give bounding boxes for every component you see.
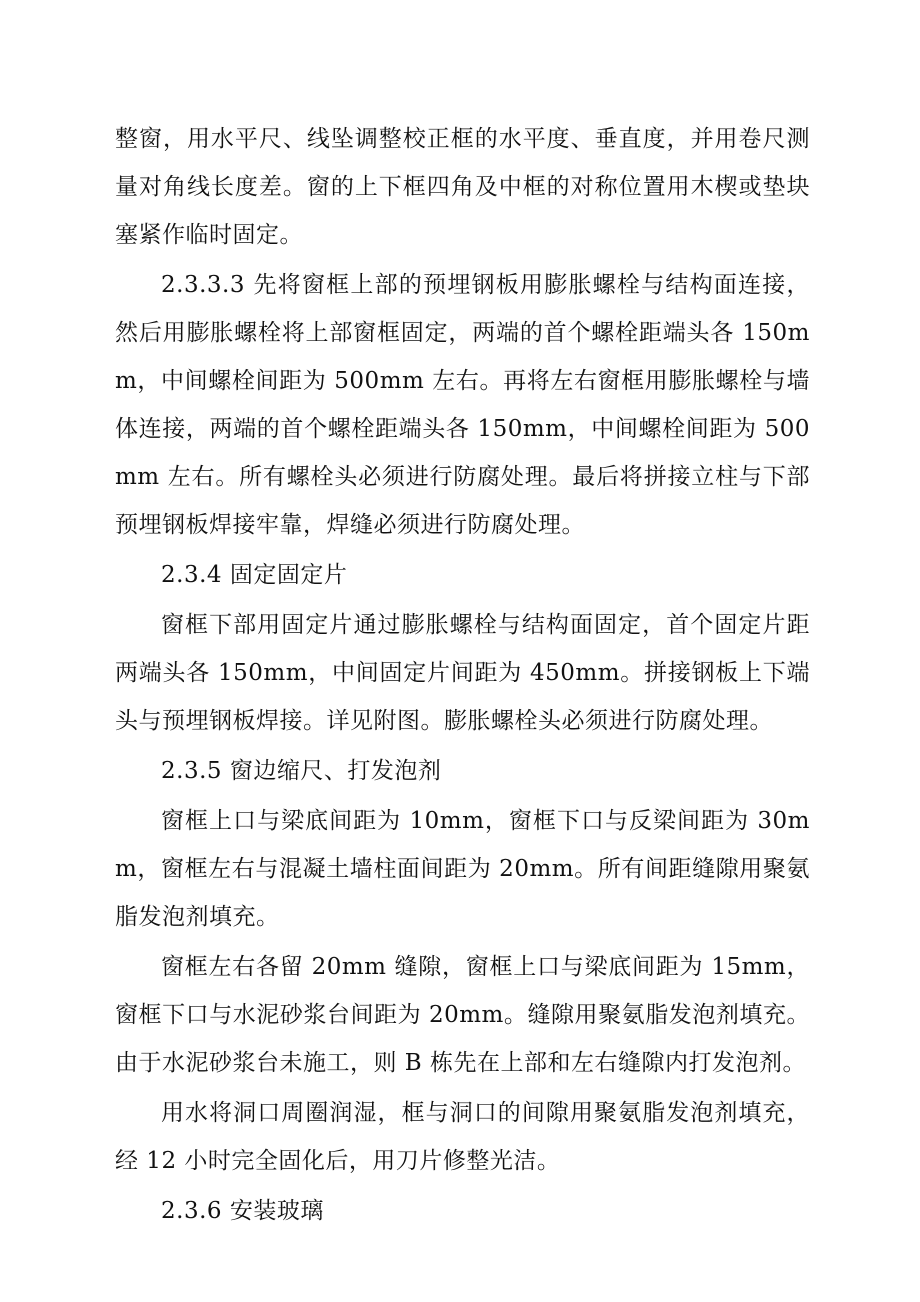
section-heading-2-3-4: 2.3.4 固定固定片 bbox=[161, 562, 348, 588]
document-body bbox=[115, 115, 810, 1235]
paragraph-gap-reserve: 窗框左右各留 20mm 缝隙，窗框上口与梁底间距为 15mm，窗框下口与水泥砂浆台间距为 20mm。缝隙用聚氨脂发泡剂填充。由于水泥砂浆台未施工，则 B 栋先在上部和左右缝隙内打发泡剂。 bbox=[115, 954, 810, 1076]
paragraph-gap-spacing: 窗框上口与梁底间距为 10mm，窗框下口与反梁间距为 30mm，窗框左右与混凝土墙柱面间距为 20mm。所有间距缝隙用聚氨脂发泡剂填充。 bbox=[115, 808, 810, 930]
section-heading-2-3-6: 2.3.6 安装玻璃 bbox=[161, 1198, 324, 1224]
section-heading-2-3-5: 2.3.5 窗边缩尺、打发泡剂 bbox=[161, 758, 442, 784]
paragraph-continuation: 整窗，用水平尺、线坠调整校正框的水平度、垂直度，并用卷尺测量对角线长度差。窗的上下框四角及中框的对称位置用木楔或垫块塞紧作临时固定。 bbox=[115, 126, 810, 248]
paragraph-2-3-3-3: 2.3.3.3 先将窗框上部的预埋钢板用膨胀螺栓与结构面连接，然后用膨胀螺栓将上部窗框固定，两端的首个螺栓距端头各 150mm，中间螺栓间距为 500mm 左右。再将左右窗框用膨胀螺栓与墙体连接，两端的首个螺栓距端头各 150mm，中间螺栓间距为 500mm 左右。所有螺栓头必须进行防腐处理。最后将拼接立柱与下部预埋钢板焊接牢靠，焊缝必须进行防腐处理。 bbox=[115, 272, 810, 538]
paragraph-foam-curing: 用水将洞口周圈润湿，框与洞口的间隙用聚氨脂发泡剂填充，经 12 小时完全固化后，用刀片修整光洁。 bbox=[115, 1100, 810, 1174]
paragraph-fixing-plates: 窗框下部用固定片通过膨胀螺栓与结构面固定，首个固定片距两端头各 150mm，中间固定片间距为 450mm。拼接钢板上下端头与预埋钢板焊接。详见附图。膨胀螺栓头必须进行防腐处理。 bbox=[115, 612, 810, 734]
